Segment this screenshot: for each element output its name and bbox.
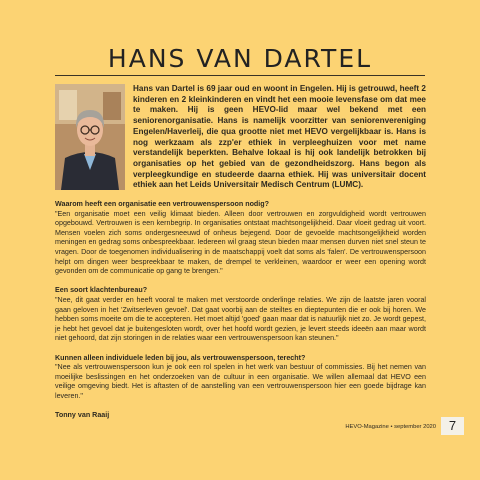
question-3: Kunnen alleen individuele leden bij jou, als vertrouwenspersoon, terecht? (55, 353, 306, 362)
intro-paragraph: Hans van Dartel is 69 jaar oud en woont in Engelen. Hij is getrouwd, heeft 2 kinderen en 2 kleinkinderen en vindt het een mooie levensfase om dat mee te maken. Hij is geen HEVO-lid maar wel bekend met een seniorenorganisatie. Hans is namelijk voorzitter van seniorenvereniging Engelen/Haverleij, die qua grootte niet met HEVO vergelijkbaar is. Hans is nog werkzaam als zzp'er ethiek in verpleeghuizen voor met name verstandelijk beperkten. Behalve lokaal is hij ook landelijk betrokken bij organisaties op het gebied van de gezondheidszorg. Hans begon als verpleegkundige en studeerde daarna ethiek. Hij was universitair docent ethiek aan het Leids Universitair Medisch Centrum (LUMC). (133, 84, 426, 190)
article-title: HANS VAN DARTEL (107, 44, 373, 73)
footer-magazine: HEVO-Magazine • september 2020 (345, 424, 436, 430)
article-body (55, 200, 426, 421)
portrait-photo (55, 84, 125, 190)
question-2: Een soort klachtenbureau? (55, 286, 148, 295)
question-1: Waarom heeft een organisatie een vertrouwenspersoon nodig? (55, 200, 269, 208)
answer-3: "Nee als vertrouwenspersoon kun je ook een rol spelen in het werk van bestuur of commissies. Bij het nemen van moeilijke beslissingen en het onderzoeken van de cultuur in een organisatie. We willen allemaal dat HEVO een veilige omgeving biedt. Het is aftasten of de aanstelling van een vertrouwenspersoon hier een goede bijdrage kan leveren." (55, 363, 426, 400)
answer-2: "Nee, dit gaat verder en heeft vooral te maken met verstoorde onderlinge relaties. We zijn de laatste jaren vooral gaan geloven in het 'Zwitserleven gevoel'. Dat gaat voorbij aan de steiltes en dieptepunten die er ook bij horen. We hebben soms moeite om die te accepteren. Het moet altijd 'goed' gaan maar dat is natuurlijk niet zo. Je wordt gepest, je hebt het gevoel dat je buitengesloten wordt, over het hoofd wordt gezien, je levert steeds ideeën aan maar wordt niet gehoord, dat zijn storingen in de relaties waar een vertrouwenspersoon kan steunen." (55, 295, 426, 343)
answer-1: "Een organisatie moet een veilig klimaat bieden. Alleen door vertrouwen en zorgvuldigheid wordt vertrouwen opgebouwd. Vertrouwen is een kernbegrip. In organisaties ontstaat machtsongelijkheid. Daar vloeit gedrag uit voort. Mensen voelen zich soms ondergesneeuwd of onheus bejegend. Door de gevoelde machtsongelijkheid worden meningen en gedrag soms onbespreekbaar. Iedereen wil graag steun bieden maar mensen durven niet snel steun te vragen. Door de toegenomen individualisering in de maatschappij voelt dat soms als 'falen'. De vertrouwenspersoon helpt om dingen weer bespreekbaar te maken, de drempel te verkleinen, waardoor er weer een opening wordt gevonden om de communicatie op gang te brengen." (55, 209, 426, 276)
page-number: 7 (441, 417, 464, 435)
title-rule (55, 75, 425, 76)
author-signature: Tonny van Raaij (55, 411, 110, 420)
